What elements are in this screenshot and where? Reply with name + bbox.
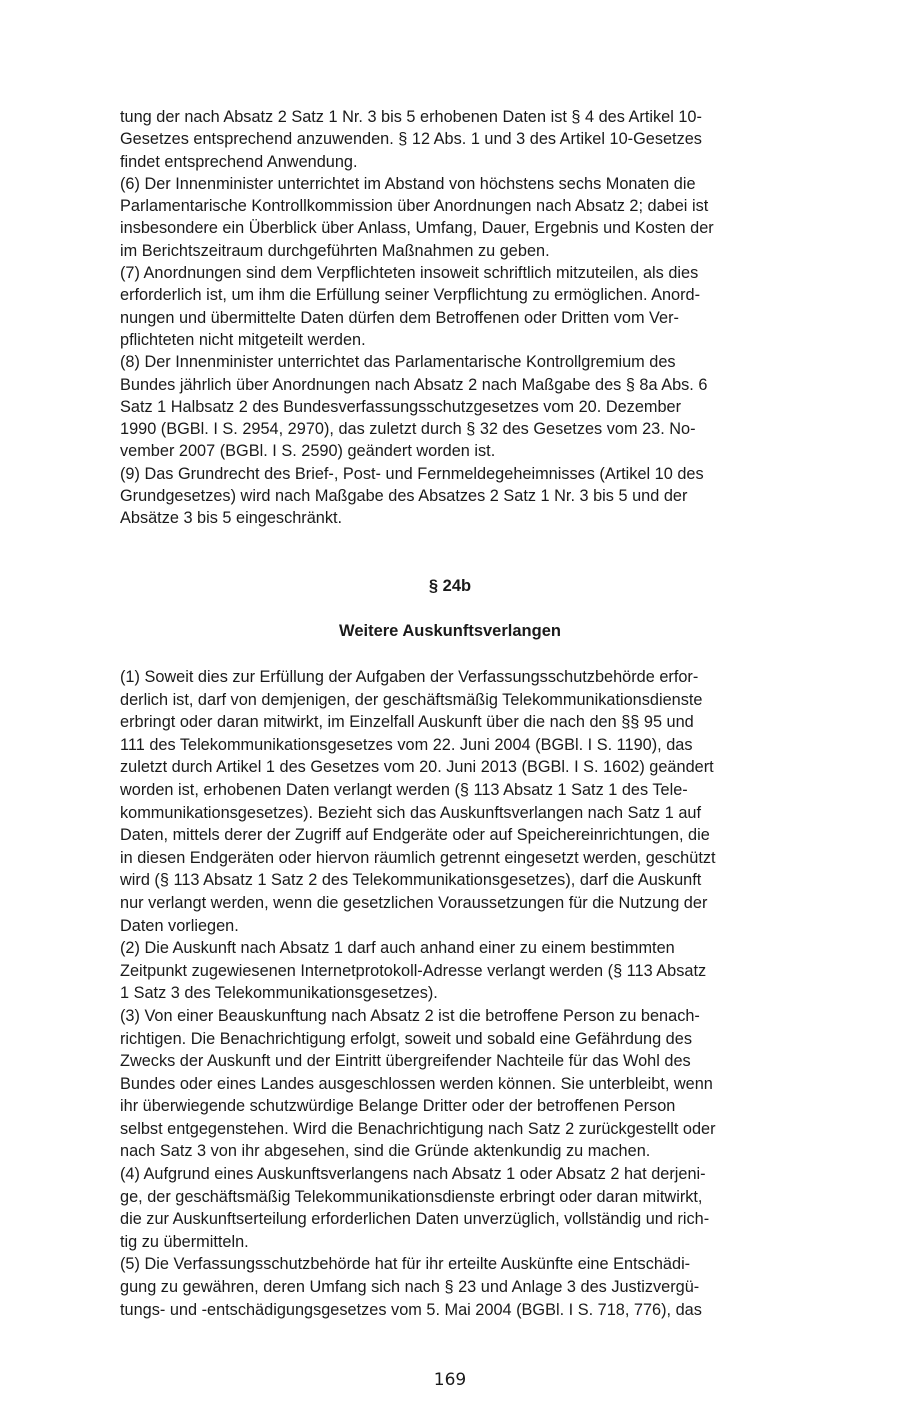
text-line: vember 2007 (BGBl. I S. 2590) geändert worden ist. <box>120 442 496 461</box>
text-line: nungen und übermittelte Daten dürfen dem Betroffenen oder Dritten vom Ver- <box>120 308 679 327</box>
text-line: richtigen. Die Benachrichtigung erfolgt, soweit und sobald eine Gefährdung des <box>120 1029 692 1048</box>
text-line: nur verlangt werden, wenn die gesetzlichen Voraussetzungen für die Nutzung der <box>120 893 708 912</box>
text-line: wird (§ 113 Absatz 1 Satz 2 des Telekommunikationsgesetzes), darf die Auskunft <box>120 871 702 890</box>
paragraph <box>120 937 800 1005</box>
text-line: Satz 1 Halbsatz 2 des Bundesverfassungsschutzgesetzes vom 20. Dezember <box>120 397 682 416</box>
text-line: in diesen Endgeräten oder hiervon räumlich getrennt eingesetzt werden, geschützt <box>120 848 716 867</box>
paragraph <box>120 173 800 262</box>
text-line: findet entsprechend Anwendung. <box>120 152 358 171</box>
text-line: Zwecks der Auskunft und der Eintritt übergreifender Nachteile für das Wohl des <box>120 1052 691 1071</box>
text-line: (9) Das Grundrecht des Brief-, Post- und Fernmeldegeheimnisses (Artikel 10 des <box>120 464 704 483</box>
text-line: insbesondere ein Überblick über Anlass, Umfang, Dauer, Ergebnis und Kosten der <box>120 219 714 238</box>
text-line: Daten, mittels derer der Zugriff auf Endgeräte oder auf Speichereinrichtungen, die <box>120 826 710 845</box>
text-line: im Berichtszeitraum durchgeführten Maßnahmen zu geben. <box>120 241 550 260</box>
text-line: gung zu gewähren, deren Umfang sich nach § 23 und Anlage 3 des Justizvergü- <box>120 1278 700 1297</box>
text-line: (3) Von einer Beauskunftung nach Absatz 2 ist die betroffene Person zu benach- <box>120 1006 700 1025</box>
paragraph <box>120 262 800 351</box>
paragraph <box>120 666 800 937</box>
paragraph <box>120 463 800 530</box>
text-line: (6) Der Innenminister unterrichtet im Abstand von höchstens sechs Monaten die <box>120 174 696 193</box>
text-line: zuletzt durch Artikel 1 des Gesetzes vom 20. Juni 2013 (BGBl. I S. 1602) geändert <box>120 758 714 777</box>
text-line: ihr überwiegende schutzwürdige Belange Dritter oder der betroffenen Person <box>120 1097 676 1116</box>
text-line: erforderlich ist, um ihm die Erfüllung seiner Verpflichtung zu ermöglichen. Anord- <box>120 286 701 305</box>
paragraph <box>120 1163 800 1253</box>
text-line: nach Satz 3 von ihr abgesehen, sind die Gründe aktenkundig zu machen. <box>120 1142 651 1161</box>
text-line: 1990 (BGBl. I S. 2954, 2970), das zuletzt durch § 32 des Gesetzes vom 23. No- <box>120 420 696 439</box>
text-line: Absätze 3 bis 5 eingeschränkt. <box>120 509 343 528</box>
text-line: pflichteten nicht mitgeteilt werden. <box>120 330 366 349</box>
text-line: (2) Die Auskunft nach Absatz 1 darf auch anhand einer zu einem bestimmten <box>120 939 675 958</box>
paragraph <box>120 1005 800 1163</box>
section-title: Weitere Auskunftsverlangen <box>339 622 561 640</box>
section-body <box>120 666 800 1321</box>
text-line: Daten vorliegen. <box>120 916 239 935</box>
text-line: Bundes jährlich über Anordnungen nach Absatz 2 nach Maßgabe des § 8a Abs. 6 <box>120 375 708 394</box>
paragraph <box>120 106 800 173</box>
text-line: (1) Soweit dies zur Erfüllung der Aufgaben der Verfassungsschutzbehörde erfor- <box>120 668 699 686</box>
text-line: (4) Aufgrund eines Auskunftsverlangens nach Absatz 1 oder Absatz 2 hat derjeni- <box>120 1165 706 1184</box>
text-line: ge, der geschäftsmäßig Telekommunikationsdienste erbringt oder daran mitwirkt, <box>120 1187 703 1206</box>
paragraph <box>120 1253 800 1321</box>
text-line: erbringt oder daran mitwirkt, im Einzelfall Auskunft über die nach den §§ 95 und <box>120 713 694 732</box>
text-line: Parlamentarische Kontrollkommission über Anordnungen nach Absatz 2; dabei ist <box>120 197 709 216</box>
text-line: 1 Satz 3 des Telekommunikationsgesetzes). <box>120 984 438 1003</box>
text-line: (7) Anordnungen sind dem Verpflichteten insoweit schriftlich mitzuteilen, als dies <box>120 264 699 283</box>
text-line: Grundgesetzes) wird nach Maßgabe des Absatzes 2 Satz 1 Nr. 3 bis 5 und der <box>120 487 688 506</box>
text-line: die zur Auskunftserteilung erforderlichen Daten unverzüglich, vollständig und rich- <box>120 1210 710 1229</box>
text-line: Bundes oder eines Landes ausgeschlossen werden können. Sie unterbleibt, wenn <box>120 1074 713 1093</box>
text-line: (5) Die Verfassungsschutzbehörde hat für ihr erteilte Auskünfte eine Entschädi- <box>120 1255 691 1274</box>
page-number: 169 <box>433 1370 467 1390</box>
text-line: (8) Der Innenminister unterrichtet das Parlamentarische Kontrollgremium des <box>120 353 676 372</box>
section-number: § 24b <box>428 577 472 595</box>
paragraph <box>120 351 800 462</box>
text-line: Gesetzes entsprechend anzuwenden. § 12 Abs. 1 und 3 des Artikel 10-Gesetzes <box>120 130 702 149</box>
text-line: kommunikationsgesetzes). Bezieht sich das Auskunftsverlangen nach Satz 1 auf <box>120 803 702 822</box>
text-line: Zeitpunkt zugewiesenen Internetprotokoll-Adresse verlangt werden (§ 113 Absatz <box>120 961 707 980</box>
text-line: tig zu übermitteln. <box>120 1232 249 1251</box>
continuation-text <box>120 106 800 530</box>
text-line: derlich ist, darf von demjenigen, der geschäftsmäßig Telekommunikationsdienste <box>120 690 703 709</box>
text-line: selbst entgegenstehen. Wird die Benachrichtigung nach Satz 2 zurückgestellt oder <box>120 1119 716 1138</box>
text-line: tungs- und -entschädigungsgesetzes vom 5. Mai 2004 (BGBl. I S. 718, 776), das <box>120 1300 702 1319</box>
text-line: tung der nach Absatz 2 Satz 1 Nr. 3 bis 5 erhobenen Daten ist § 4 des Artikel 10- <box>120 108 702 126</box>
text-line: worden ist, erhobenen Daten verlangt werden (§ 113 Absatz 1 Satz 1 des Tele- <box>120 780 688 799</box>
text-line: 111 des Telekommunikationsgesetzes vom 22. Juni 2004 (BGBl. I S. 1190), das <box>120 735 693 754</box>
